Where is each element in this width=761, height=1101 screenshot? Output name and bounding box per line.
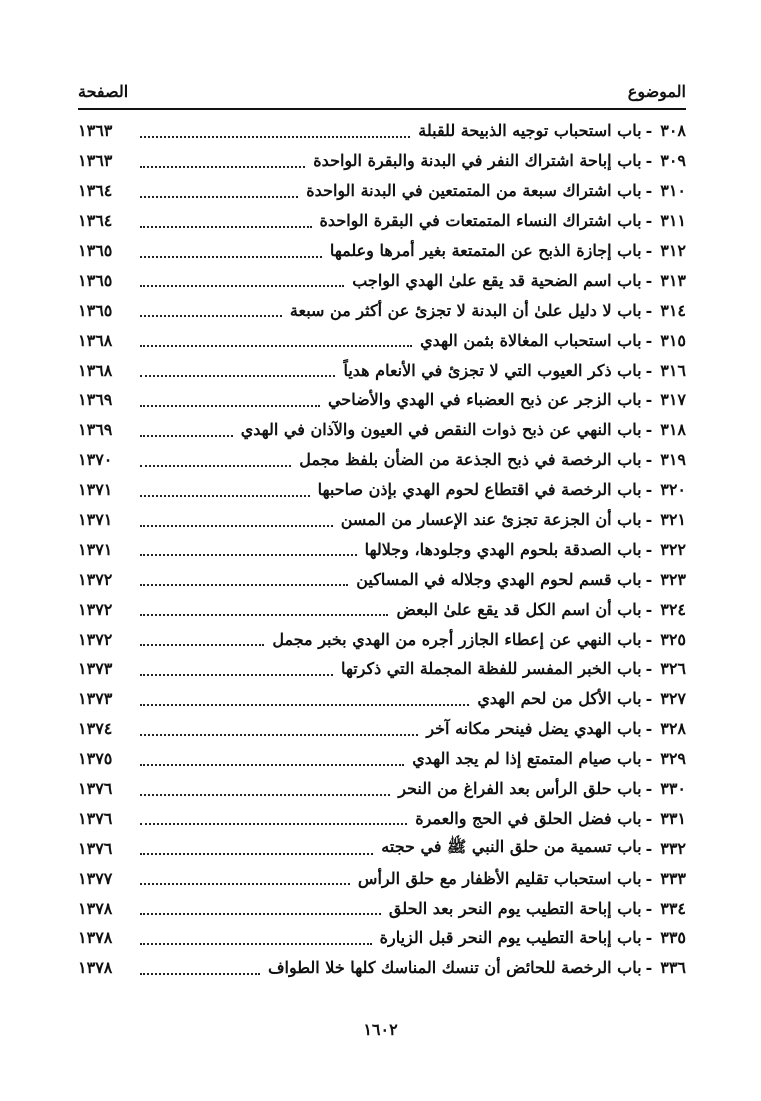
entry-page: ١٣٧٢ bbox=[78, 599, 113, 619]
toc-entry bbox=[78, 564, 686, 594]
dot-leader bbox=[140, 704, 469, 706]
entry-page: ١٣٧١ bbox=[78, 510, 113, 530]
dot-leader bbox=[140, 734, 418, 736]
toc-entry bbox=[78, 684, 686, 714]
entry-page: ١٣٦٣ bbox=[78, 151, 113, 171]
entry-separator: - bbox=[645, 181, 653, 201]
entry-page: ١٣٦٣ bbox=[78, 121, 113, 141]
entry-title: باب الرخصة في اقتطاع لحوم الهدي بإذن صاحبها bbox=[317, 480, 642, 500]
toc-entry bbox=[78, 833, 686, 863]
entry-separator: - bbox=[645, 121, 653, 141]
toc-entry bbox=[78, 475, 686, 505]
entry-number: ٣١٠ bbox=[660, 181, 686, 201]
entry-separator: - bbox=[645, 599, 653, 619]
entry-page: ١٣٧٦ bbox=[78, 838, 113, 858]
entry-page: ١٣٦٩ bbox=[78, 390, 113, 410]
entry-number: ٣١٣ bbox=[660, 270, 686, 290]
page-number: ١٦٠٢ bbox=[363, 1020, 398, 1039]
entry-separator: - bbox=[645, 270, 653, 290]
entry-number: ٣٣٣ bbox=[660, 868, 686, 888]
entry-title: باب النهي عن ذبح ذوات النقص في العيون والآذان في الهدي bbox=[240, 420, 642, 440]
entry-title: باب أن الجزعة تجزئ عند الإعسار من المسن bbox=[340, 510, 642, 530]
entry-title: باب استحباب المغالاة بثمن الهدي bbox=[420, 330, 642, 350]
entry-page: ١٣٦٥ bbox=[78, 300, 113, 320]
entry-page: ١٣٧٦ bbox=[78, 808, 113, 828]
entry-separator: - bbox=[645, 659, 653, 679]
entry-number: ٣٢٤ bbox=[660, 599, 686, 619]
entry-separator: - bbox=[645, 330, 653, 350]
toc-entry bbox=[78, 774, 686, 804]
dot-leader bbox=[140, 883, 350, 885]
toc-entry bbox=[78, 236, 686, 266]
entry-page: ١٣٧٣ bbox=[78, 659, 113, 679]
dot-leader bbox=[140, 644, 264, 646]
header-rule bbox=[78, 108, 686, 110]
dot-leader bbox=[140, 614, 388, 616]
dot-leader bbox=[140, 285, 344, 287]
toc-entry bbox=[78, 714, 686, 744]
toc-entry bbox=[78, 415, 686, 445]
dot-leader bbox=[140, 345, 412, 347]
entry-title: باب اسم الضحية قد يقع علىٰ الهدي الواجب bbox=[352, 270, 642, 290]
entry-title: باب إباحة اشتراك النفر في البدنة والبقرة الواحدة bbox=[313, 151, 642, 171]
entry-title: باب الأكل من لحم الهدي bbox=[477, 689, 642, 709]
toc-entry bbox=[78, 594, 686, 624]
toc-entry bbox=[78, 534, 686, 564]
toc-entry bbox=[78, 803, 686, 833]
toc-entry bbox=[78, 355, 686, 385]
entry-separator: - bbox=[645, 838, 653, 858]
entry-page: ١٣٧٦ bbox=[78, 779, 113, 799]
entry-title: باب استحباب توجيه الذبيحة للقبلة bbox=[418, 121, 642, 141]
entry-separator: - bbox=[645, 868, 653, 888]
entry-separator: - bbox=[645, 629, 653, 649]
dot-leader bbox=[140, 913, 381, 915]
toc-header bbox=[78, 78, 686, 106]
entry-title: باب قسم لحوم الهدي وجلاله في المساكين bbox=[356, 569, 642, 589]
page-column-heading: الصفحة bbox=[78, 82, 129, 101]
entry-title: باب فضل الحلق في الحج والعمرة bbox=[415, 808, 642, 828]
entry-separator: - bbox=[645, 480, 653, 500]
dot-leader bbox=[140, 674, 333, 676]
entry-number: ٣٢١ bbox=[660, 510, 686, 530]
dot-leader bbox=[140, 853, 373, 855]
table-of-contents bbox=[78, 116, 686, 983]
entry-separator: - bbox=[645, 689, 653, 709]
dot-leader bbox=[140, 256, 322, 258]
toc-entry bbox=[78, 505, 686, 535]
entry-page: ١٣٦٤ bbox=[78, 211, 113, 231]
entry-separator: - bbox=[645, 300, 653, 320]
entry-number: ٣٣٢ bbox=[660, 838, 686, 858]
entry-number: ٣١٩ bbox=[660, 450, 686, 470]
entry-separator: - bbox=[645, 151, 653, 171]
entry-title: باب اشتراك النساء المتمتعات في البقرة الواحدة bbox=[319, 211, 642, 231]
dot-leader bbox=[140, 764, 404, 766]
entry-separator: - bbox=[645, 749, 653, 769]
entry-separator: - bbox=[645, 569, 653, 589]
toc-entry bbox=[78, 325, 686, 355]
dot-leader bbox=[140, 525, 333, 527]
entry-number: ٣١٧ bbox=[660, 390, 686, 410]
entry-number: ٣١٦ bbox=[660, 360, 686, 380]
topic-column-heading: الموضوع bbox=[627, 82, 686, 101]
entry-separator: - bbox=[645, 390, 653, 410]
entry-separator: - bbox=[645, 539, 653, 559]
entry-separator: - bbox=[645, 450, 653, 470]
dot-leader bbox=[140, 973, 260, 975]
entry-number: ٣١٢ bbox=[660, 241, 686, 260]
entry-number: ٣٠٨ bbox=[660, 121, 686, 141]
entry-title: باب إباحة التطيب يوم النحر بعد الحلق bbox=[388, 898, 642, 918]
entry-separator: - bbox=[645, 898, 653, 918]
entry-page: ١٣٧٨ bbox=[78, 928, 113, 948]
entry-page: ١٣٧٤ bbox=[78, 719, 113, 739]
entry-title: باب حلق الرأس بعد الفراغ من النحر bbox=[398, 779, 642, 799]
toc-entry bbox=[78, 893, 686, 923]
toc-entry bbox=[78, 206, 686, 236]
entry-page: ١٣٦٨ bbox=[78, 360, 113, 380]
dot-leader bbox=[140, 375, 335, 377]
entry-separator: - bbox=[645, 719, 653, 739]
entry-page: ١٣٦٥ bbox=[78, 270, 113, 290]
entry-page: ١٣٧٨ bbox=[78, 958, 113, 978]
entry-title: باب إباحة التطيب يوم النحر قبل الزيارة bbox=[379, 928, 642, 948]
entry-separator: - bbox=[645, 779, 653, 799]
toc-entry bbox=[78, 385, 686, 415]
entry-number: ٣٢٣ bbox=[660, 569, 686, 589]
toc-entry bbox=[78, 953, 686, 983]
dot-leader bbox=[140, 823, 407, 825]
entry-number: ٣١٤ bbox=[660, 300, 686, 320]
entry-page: ١٣٦٤ bbox=[78, 181, 113, 201]
entry-page: ١٣٧٠ bbox=[78, 450, 113, 470]
entry-number: ٣١١ bbox=[660, 211, 686, 231]
entry-number: ٣٣١ bbox=[660, 808, 686, 828]
entry-title: باب أن اسم الكل قد يقع علىٰ البعض bbox=[396, 599, 642, 619]
dot-leader bbox=[140, 136, 410, 138]
entry-title: باب صيام المتمتع إذا لم يجد الهدي bbox=[412, 749, 642, 769]
toc-entry bbox=[78, 116, 686, 146]
entry-title: باب استحباب تقليم الأظفار مع حلق الرأس bbox=[357, 868, 642, 888]
entry-separator: - bbox=[645, 808, 653, 828]
entry-number: ٣٢٩ bbox=[660, 749, 686, 769]
toc-entry bbox=[78, 265, 686, 295]
entry-page: ١٣٧٧ bbox=[78, 868, 113, 888]
toc-entry bbox=[78, 445, 686, 475]
toc-entry bbox=[78, 146, 686, 176]
toc-entry bbox=[78, 295, 686, 325]
toc-entry bbox=[78, 744, 686, 774]
dot-leader bbox=[140, 943, 372, 945]
entry-number: ٣٠٩ bbox=[660, 151, 686, 171]
entry-number: ٣٣٤ bbox=[660, 898, 686, 918]
entry-page: ١٣٦٥ bbox=[78, 241, 113, 260]
entry-title: باب الصدقة بلحوم الهدي وجلودها، وجلالها bbox=[364, 539, 642, 559]
dot-leader bbox=[140, 315, 282, 317]
entry-separator: - bbox=[645, 958, 653, 978]
dot-leader bbox=[140, 794, 390, 796]
dot-leader bbox=[140, 554, 357, 556]
entry-title: باب الهدي يضل فينحر مكانه آخر bbox=[426, 719, 642, 739]
entry-page: ١٣٦٨ bbox=[78, 330, 113, 350]
entry-separator: - bbox=[645, 241, 653, 260]
entry-number: ٣١٨ bbox=[660, 420, 686, 440]
dot-leader bbox=[140, 166, 305, 168]
entry-title: باب لا دليل علىٰ أن البدنة لا تجزئ عن أكثر من سبعة bbox=[289, 300, 642, 320]
entry-title: باب إجازة الذبح عن المتمتعة بغير أمرها وعلمها bbox=[329, 241, 642, 260]
toc-entry bbox=[78, 654, 686, 684]
entry-title: باب اشتراك سبعة من المتمتعين في البدنة الواحدة bbox=[306, 181, 642, 201]
entry-separator: - bbox=[645, 928, 653, 948]
entry-page: ١٣٦٩ bbox=[78, 420, 113, 440]
dot-leader bbox=[140, 405, 320, 407]
entry-title: باب ذكر العيوب التي لا تجزئ في الأنعام هدياً bbox=[343, 360, 642, 380]
entry-separator: - bbox=[645, 510, 653, 530]
entry-title: باب الخبر المفسر للفظة المجملة التي ذكرتها bbox=[340, 659, 642, 679]
entry-page: ١٣٧١ bbox=[78, 480, 113, 500]
entry-page: ١٣٧٨ bbox=[78, 898, 113, 918]
dot-leader bbox=[140, 226, 312, 228]
dot-leader bbox=[140, 495, 310, 497]
entry-number: ٣٢٧ bbox=[660, 689, 686, 709]
entry-number: ٣٢٦ bbox=[660, 659, 686, 679]
entry-page: ١٣٧٢ bbox=[78, 569, 113, 589]
entry-page: ١٣٧٢ bbox=[78, 629, 113, 649]
toc-entry bbox=[78, 923, 686, 953]
entry-title: باب تسمية من حلق النبي ﷺ في حجته bbox=[381, 836, 642, 856]
entry-number: ٣٢٨ bbox=[660, 719, 686, 739]
dot-leader bbox=[140, 435, 233, 437]
dot-leader bbox=[140, 465, 291, 467]
entry-number: ٣٢٢ bbox=[660, 539, 686, 559]
entry-title: باب الرخصة في ذبح الجذعة من الضأن بلفظ مجمل bbox=[299, 450, 642, 470]
entry-number: ٣٢٠ bbox=[660, 480, 686, 500]
entry-number: ٣٣٦ bbox=[660, 958, 686, 978]
entry-title: باب النهي عن إعطاء الجازر أجره من الهدي بخبر مجمل bbox=[272, 629, 642, 649]
entry-page: ١٣٧٣ bbox=[78, 689, 113, 709]
entry-page: ١٣٧٥ bbox=[78, 749, 113, 769]
toc-entry bbox=[78, 176, 686, 206]
entry-number: ٣٣٥ bbox=[660, 928, 686, 948]
entry-title: باب الزجر عن ذبح العضباء في الهدي والأضاحي bbox=[327, 390, 642, 410]
dot-leader bbox=[140, 196, 298, 198]
toc-entry bbox=[78, 863, 686, 893]
entry-number: ٣٣٠ bbox=[660, 779, 686, 799]
dot-leader bbox=[140, 584, 348, 586]
entry-page: ١٣٧١ bbox=[78, 539, 113, 559]
entry-number: ٣١٥ bbox=[660, 330, 686, 350]
entry-separator: - bbox=[645, 360, 653, 380]
entry-number: ٣٢٥ bbox=[660, 629, 686, 649]
entry-title: باب الرخصة للحائض أن تنسك المناسك كلها خلا الطواف bbox=[267, 958, 642, 978]
entry-separator: - bbox=[645, 420, 653, 440]
toc-entry bbox=[78, 624, 686, 654]
entry-separator: - bbox=[645, 211, 653, 231]
